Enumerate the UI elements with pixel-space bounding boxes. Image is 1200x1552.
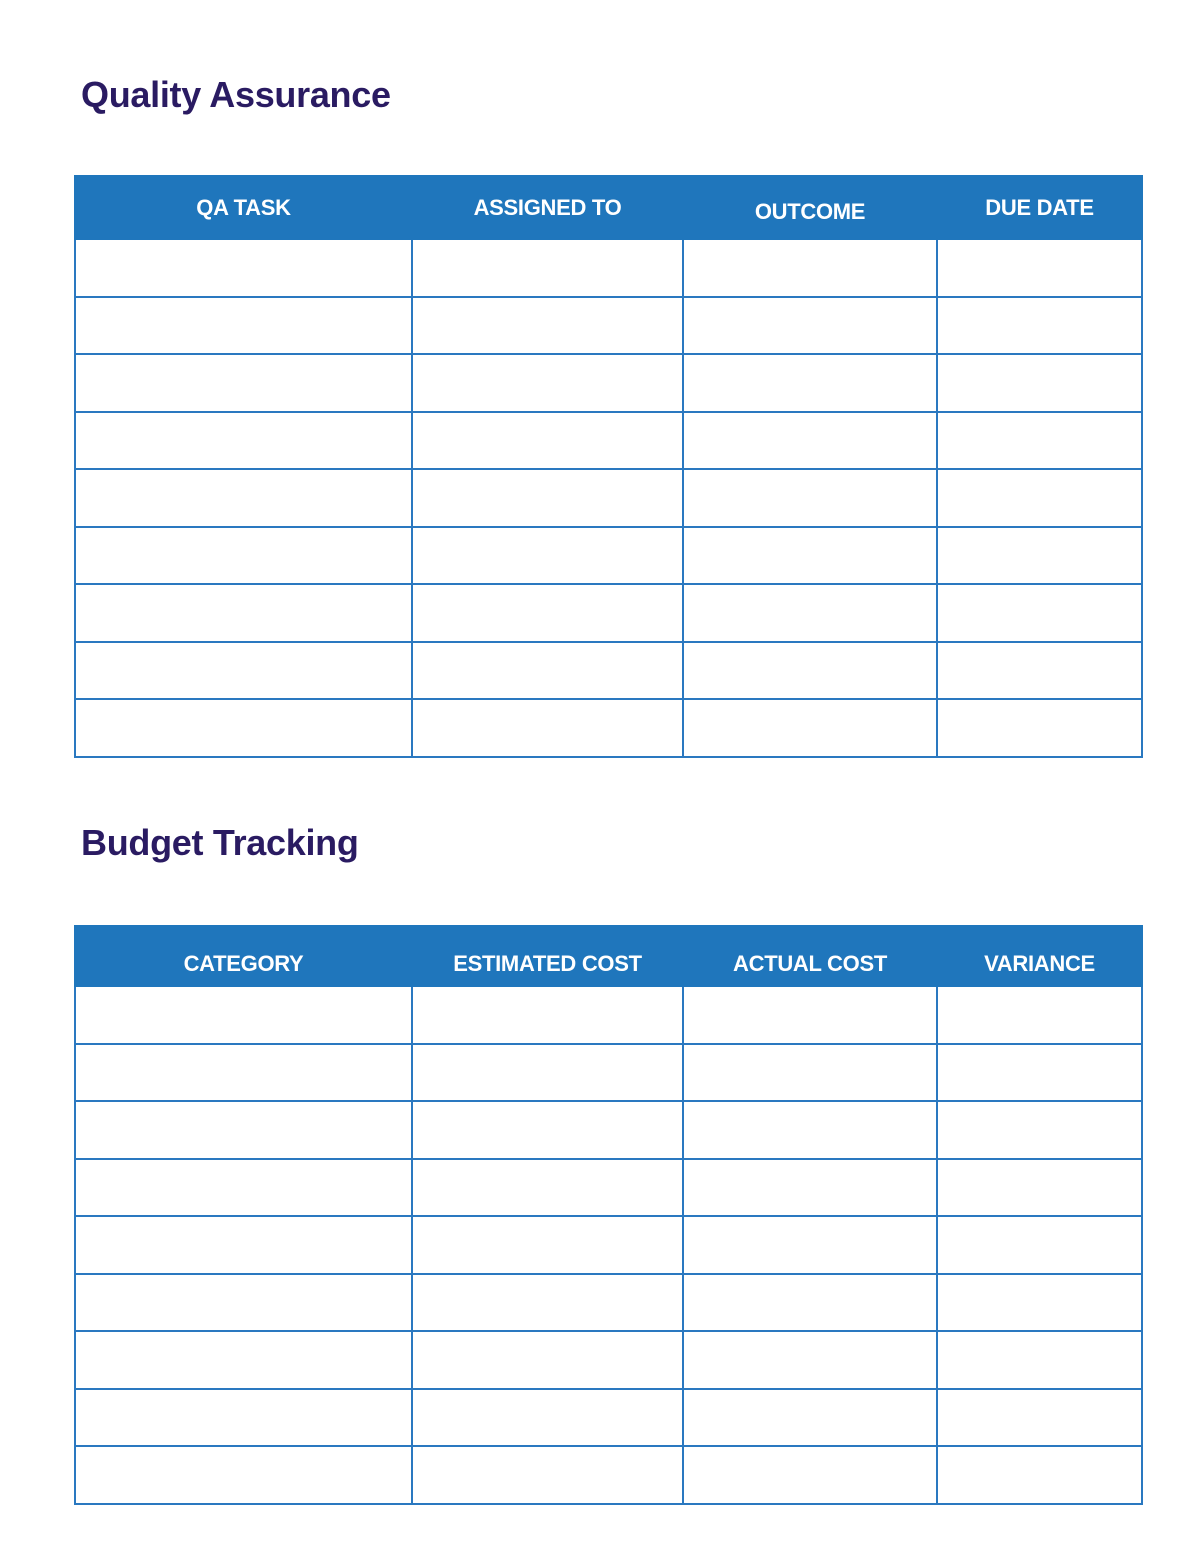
table-cell[interactable] <box>75 239 412 297</box>
table-cell[interactable] <box>412 1216 683 1274</box>
table-row <box>75 1159 1142 1217</box>
table-cell[interactable] <box>937 986 1142 1044</box>
table-cell[interactable] <box>937 1216 1142 1274</box>
table-cell[interactable] <box>75 469 412 527</box>
table-cell[interactable] <box>683 412 937 470</box>
column-header-category: CATEGORY <box>75 926 412 986</box>
table-row <box>75 239 1142 297</box>
table-cell[interactable] <box>75 642 412 700</box>
table-row <box>75 412 1142 470</box>
table-cell[interactable] <box>937 1446 1142 1504</box>
column-header-qa-task: QA TASK <box>75 176 412 239</box>
table-cell[interactable] <box>75 1044 412 1102</box>
table-cell[interactable] <box>683 354 937 412</box>
table-cell[interactable] <box>683 1389 937 1447</box>
table-row <box>75 1389 1142 1447</box>
table-cell[interactable] <box>683 1101 937 1159</box>
table-row <box>75 642 1142 700</box>
table-row <box>75 1216 1142 1274</box>
table-cell[interactable] <box>937 1044 1142 1102</box>
table-cell[interactable] <box>75 354 412 412</box>
column-header-actual-cost: ACTUAL COST <box>683 926 937 986</box>
table-row <box>75 469 1142 527</box>
table-cell[interactable] <box>412 1044 683 1102</box>
column-header-due-date: DUE DATE <box>937 176 1142 239</box>
table-cell[interactable] <box>937 239 1142 297</box>
table-cell[interactable] <box>75 986 412 1044</box>
table-cell[interactable] <box>412 699 683 757</box>
table-cell[interactable] <box>683 699 937 757</box>
table-cell[interactable] <box>412 1389 683 1447</box>
table-row <box>75 1446 1142 1504</box>
table-cell[interactable] <box>75 1101 412 1159</box>
table-cell[interactable] <box>412 527 683 585</box>
table-cell[interactable] <box>683 1216 937 1274</box>
table-row <box>75 986 1142 1044</box>
table-cell[interactable] <box>75 297 412 355</box>
table-cell[interactable] <box>75 1216 412 1274</box>
table-cell[interactable] <box>412 986 683 1044</box>
table-cell[interactable] <box>75 699 412 757</box>
table-cell[interactable] <box>937 412 1142 470</box>
table-row <box>75 584 1142 642</box>
table-cell[interactable] <box>683 584 937 642</box>
table-cell[interactable] <box>412 1159 683 1217</box>
table-cell[interactable] <box>412 1274 683 1332</box>
table-cell[interactable] <box>75 1331 412 1389</box>
table-cell[interactable] <box>412 1446 683 1504</box>
table-cell[interactable] <box>683 1159 937 1217</box>
table-cell[interactable] <box>412 239 683 297</box>
table-cell[interactable] <box>937 469 1142 527</box>
table-row <box>75 527 1142 585</box>
table-cell[interactable] <box>412 1101 683 1159</box>
table-cell[interactable] <box>75 584 412 642</box>
table-cell[interactable] <box>683 1274 937 1332</box>
table-cell[interactable] <box>75 1159 412 1217</box>
table-cell[interactable] <box>412 584 683 642</box>
column-header-estimated-cost: ESTIMATED COST <box>412 926 683 986</box>
budget-table <box>74 925 1143 1505</box>
table-cell[interactable] <box>683 527 937 585</box>
table-cell[interactable] <box>683 1446 937 1504</box>
table-cell[interactable] <box>937 1331 1142 1389</box>
table-row <box>75 1274 1142 1332</box>
table-cell[interactable] <box>683 469 937 527</box>
column-header-variance: VARIANCE <box>937 926 1142 986</box>
column-header-outcome: OUTCOME <box>683 176 937 239</box>
table-cell[interactable] <box>937 584 1142 642</box>
table-cell[interactable] <box>75 1446 412 1504</box>
table-cell[interactable] <box>937 297 1142 355</box>
budget-section-title: Budget Tracking <box>81 822 359 863</box>
table-cell[interactable] <box>937 699 1142 757</box>
column-header-assigned-to: ASSIGNED TO <box>412 176 683 239</box>
table-row <box>75 699 1142 757</box>
table-cell[interactable] <box>937 354 1142 412</box>
table-cell[interactable] <box>683 1044 937 1102</box>
table-cell[interactable] <box>683 239 937 297</box>
table-cell[interactable] <box>937 1274 1142 1332</box>
table-cell[interactable] <box>75 1389 412 1447</box>
table-cell[interactable] <box>937 1101 1142 1159</box>
table-row <box>75 1044 1142 1102</box>
table-row <box>75 354 1142 412</box>
table-cell[interactable] <box>683 986 937 1044</box>
table-cell[interactable] <box>937 1159 1142 1217</box>
table-row <box>75 1331 1142 1389</box>
table-cell[interactable] <box>683 642 937 700</box>
table-cell[interactable] <box>683 297 937 355</box>
table-cell[interactable] <box>75 1274 412 1332</box>
table-row <box>75 1101 1142 1159</box>
table-cell[interactable] <box>937 1389 1142 1447</box>
table-cell[interactable] <box>683 1331 937 1389</box>
qa-section-title: Quality Assurance <box>81 74 391 115</box>
table-cell[interactable] <box>937 527 1142 585</box>
table-cell[interactable] <box>412 412 683 470</box>
table-cell[interactable] <box>412 354 683 412</box>
table-row <box>75 297 1142 355</box>
table-cell[interactable] <box>412 469 683 527</box>
table-cell[interactable] <box>937 642 1142 700</box>
table-cell[interactable] <box>412 297 683 355</box>
qa-table <box>74 175 1143 758</box>
table-cell[interactable] <box>75 527 412 585</box>
table-cell[interactable] <box>75 412 412 470</box>
table-cell[interactable] <box>412 1331 683 1389</box>
table-cell[interactable] <box>412 642 683 700</box>
